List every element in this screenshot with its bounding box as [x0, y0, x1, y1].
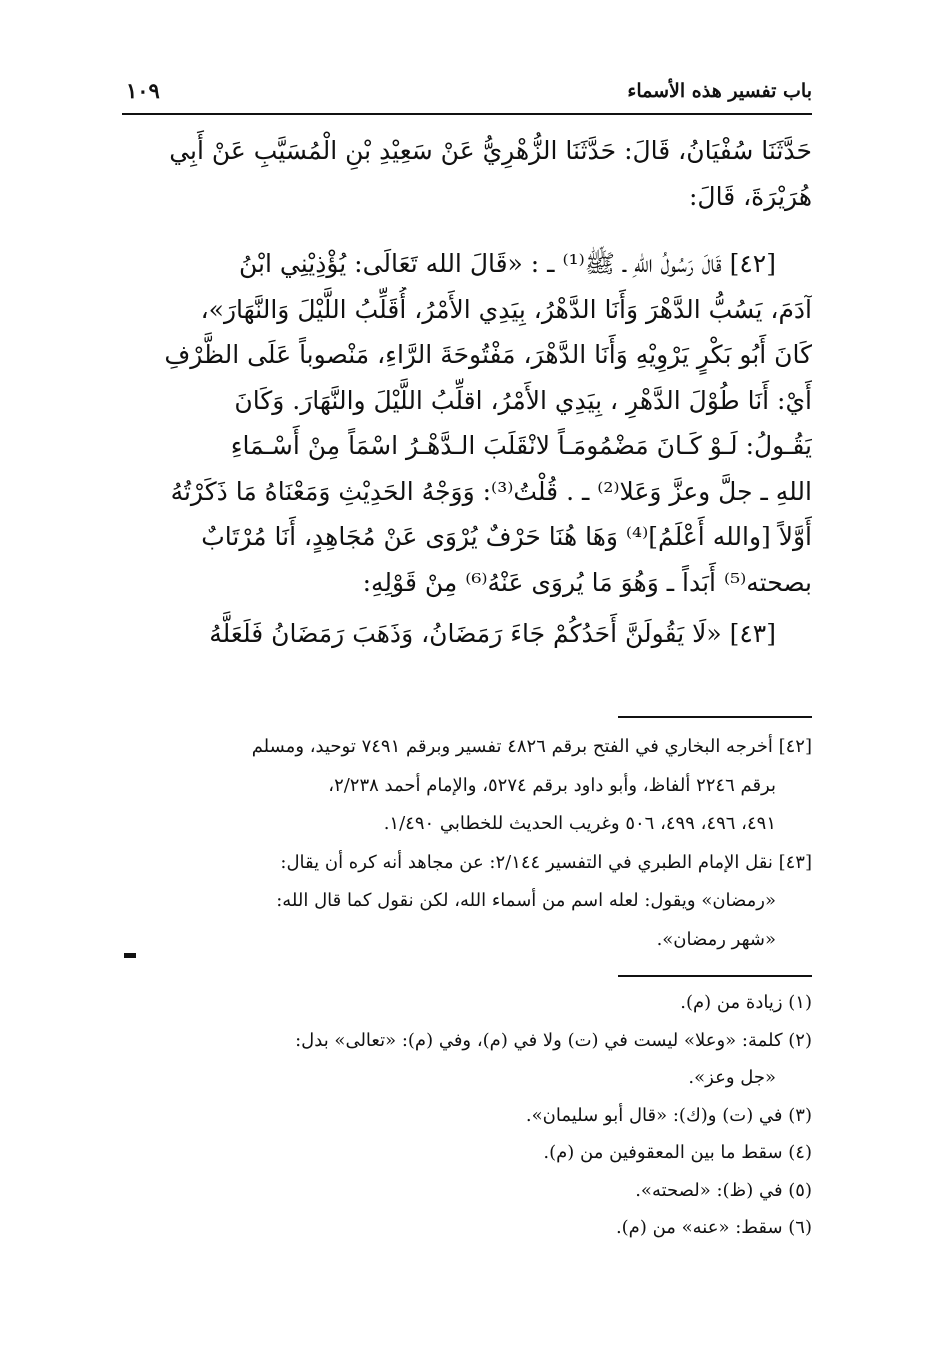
footnotes: [118, 984, 812, 1247]
note-line: برقم ٢٢٤٦ ألفاظ، وأبو داود برقم ٥٢٧٤، والإمام أحمد ٢/٢٣٨،: [328, 774, 776, 796]
main-text: [122, 128, 812, 657]
footnote-line: (١) زيادة من (م).: [680, 992, 812, 1013]
note-line: [٤٣] نقل الإمام الطبري في التفسير ٢/١٤٤: عن مجاهد أنه كره أن يقال:: [280, 851, 812, 873]
main-text-line: آدَمَ، يَسُبُّ الدَّهْرَ وَأَنَا الدَّهْرُ، بِيَدِي الأَمْرُ، أُقَلِّبُ اللَّيْلَ وَالنَّهَارَ»،: [200, 294, 812, 324]
note-line: [٤٢] أخرجه البخاري في الفتح برقم ٤٨٢٦ تفسير وبرقم ٧٤٩١ توحيد، ومسلم: [251, 736, 812, 757]
main-text-line: أَيْ: أَنَا طُوْلَ الدَّهْرِ ، بِيَدِي الأَمْرُ، اقلِّبُ اللَّيْلَ والنَّهَارَ. وَكَانَ: [234, 385, 812, 415]
footnote-line: (٤) سقط ما بين المعقوفين من (م).: [543, 1142, 812, 1163]
note-line: «رمضان» ويقول: لعله اسم من أسماء الله، لكن نقول كما قال الله:: [276, 890, 776, 911]
page-header: [122, 74, 812, 114]
footnote-line: (٣) في (ت) و(ك): «قال أبو سليمان».: [525, 1104, 812, 1126]
footnote-line: (٥) في (ظ): «لصحته».: [635, 1179, 812, 1201]
main-text-line: اللهِ ـ جلَّ وعزَّ وَعَلا⁽²⁾ ـ . قُلْتُ⁽³⁾: وَوَجْهُ الحَدِيْثِ وَمَعْنَاهُ مَا ذَكَرْتُهُ: [170, 476, 812, 506]
main-text-line: حَدَّثَنَا سُفْيَانُ، قَالَ: حَدَّثَنَا الزُّهْرِيُّ عَنْ سَعِيْدِ بْنِ الْمُسَيَّبِ عَنْ أَبِي: [169, 136, 812, 165]
section-end-mark: [124, 953, 136, 958]
main-text-line: كَانَ أَبُو بَكْرٍ يَرْوِيْهِ وَأَنَا الدَّهْرَ، مَفْتُوحَةَ الرَّاءِ، مَنْصوباً عَلَى الظَّرْفِ: [164, 340, 812, 369]
hadith-42-line: [٤٢] قَالَ رَسُولُ اللهِ ـ ﷺ⁽¹⁾ ـ : «قَالَ الله تَعَالَى: يُؤْذِيْنِي ابْنُ: [239, 249, 776, 278]
note-line: ٤٩١، ٤٩٦، ٤٩٩، ٥٠٦ وغريب الحديث للخطابي ١/٤٩٠.: [383, 813, 776, 834]
footnote-line: «جل وعز».: [688, 1067, 776, 1088]
main-text-line: بصحته⁽⁵⁾ أَبَداً ـ وَهُوَ مَا يُروَى عَنْهُ⁽⁶⁾ مِنْ قَوْلِهِ:: [362, 567, 812, 597]
main-text-line: يَقُـولُ: لَـوْ كَـانَ مَضْمُومَـاً لانْقَلَبَ الـدَّهْـرُ اسْمَاً مِنْ أَسْـمَاءِ: [230, 431, 812, 460]
running-title: باب تفسير هذه الأسماء: [627, 80, 812, 102]
main-text-line: أَوَّلاً [والله أَعْلَمُ]⁽⁴⁾ وَهَا هُنَا حَرْفٌ يُرْوَى عَنْ مُجَاهِدٍ، أَنَا مُرْتَابٌ: [201, 522, 812, 551]
main-text-line: هُرَيْرَةَ، قَالَ:: [689, 181, 812, 211]
footnote-line: (٢) كلمة: «وعلا» ليست في (ت) ولا في (م)، وفي (م): «تعالى» بدل:: [295, 1029, 812, 1051]
footnotes-separator: [618, 975, 812, 977]
footnote-line: (٦) سقط: «عنه» من (م).: [615, 1217, 812, 1238]
note-line: «شهر رمضان».: [656, 928, 776, 950]
paragraph-gap: [122, 219, 812, 241]
page-number: ١٠٩: [126, 78, 160, 103]
hadith-notes: [118, 728, 812, 959]
header-rule: [122, 113, 812, 115]
hadith-43-line: [٤٣] «لَا يَقُولَنَّ أَحَدُكُمْ جَاءَ رَمَضَانُ، وَذَهَبَ رَمَضَانُ فَلَعَلَّهُ: [209, 619, 776, 648]
notes-separator: [618, 716, 812, 718]
